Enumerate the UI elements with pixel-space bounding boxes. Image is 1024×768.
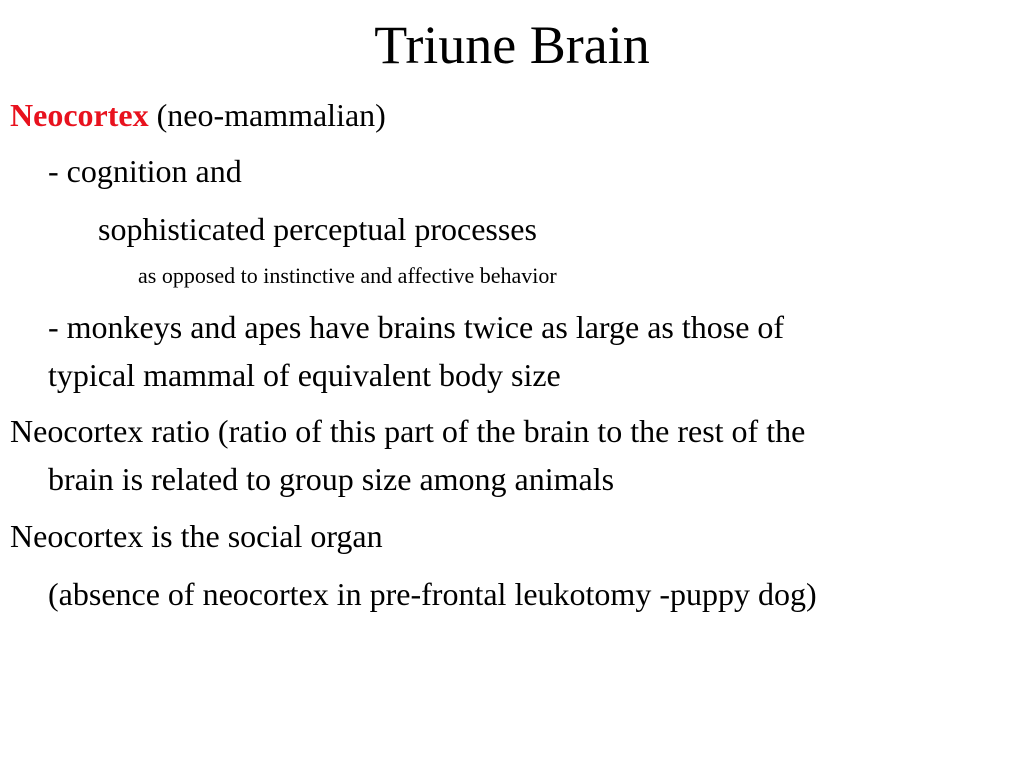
neocortex-heading: [10, 91, 386, 139]
slide-title: Triune Brain: [374, 15, 650, 75]
social-organ-point: Neocortex is the social organ: [10, 518, 383, 554]
ratio-point-line1: Neocortex ratio (ratio of this part of the brain to the rest of the: [10, 413, 806, 449]
brain-size-point-line1: - monkeys and apes have brains twice as large as those of: [48, 309, 785, 345]
cognition-point: - cognition and: [48, 153, 242, 189]
instinctive-note: as opposed to instinctive and affective behavior: [138, 263, 557, 288]
neocortex-term: Neocortex: [10, 97, 149, 133]
leukotomy-point: (absence of neocortex in pre-frontal leukotomy -puppy dog): [48, 576, 817, 612]
ratio-point-line2: brain is related to group size among animals: [48, 461, 615, 497]
perceptual-point: sophisticated perceptual processes: [98, 211, 537, 247]
neocortex-qualifier: (neo-mammalian): [156, 97, 386, 133]
brain-size-point-line2: typical mammal of equivalent body size: [48, 357, 561, 393]
